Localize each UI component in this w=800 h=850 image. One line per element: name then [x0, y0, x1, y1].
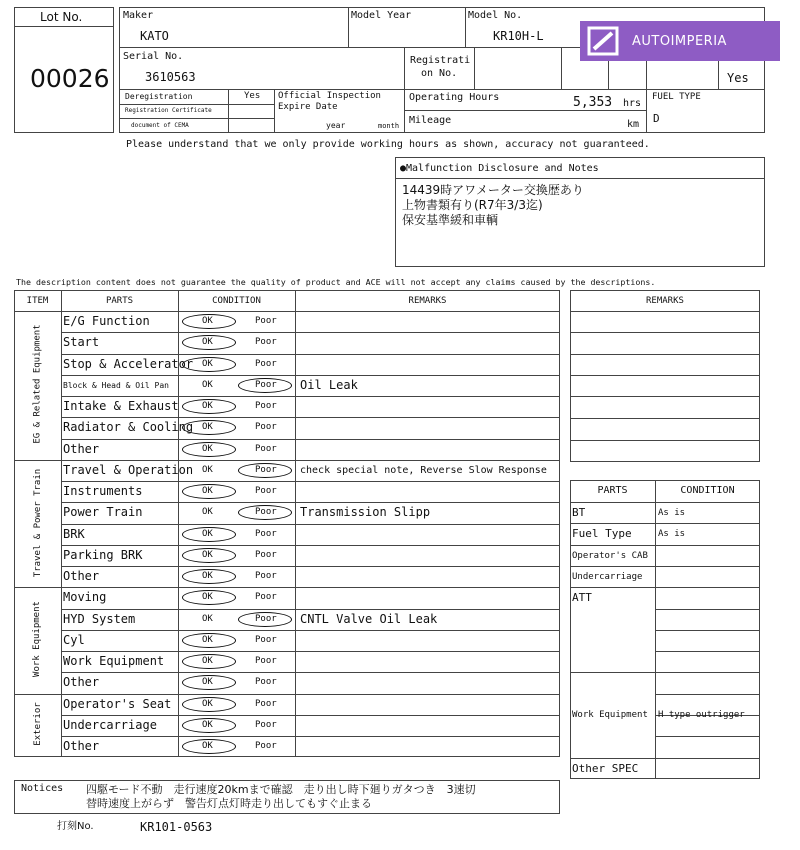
ok-label: OK	[202, 741, 213, 751]
poor-circle	[238, 463, 292, 478]
poor-label: Poor	[255, 634, 277, 645]
operating-hours-label: Operating Hours	[409, 92, 500, 103]
poor-label: Poor	[255, 443, 277, 454]
right-part-name: Undercarriage	[572, 571, 643, 582]
remark-text: check special note, Reverse Slow Response	[300, 464, 547, 476]
mileage-unit: km	[627, 119, 640, 130]
ok-circle	[182, 718, 236, 733]
registration-certificate-label: Registration Certificate	[125, 107, 212, 114]
poor-label: Poor	[255, 677, 277, 688]
ok-label: OK	[202, 358, 213, 369]
operating-hours-value: 5,353	[573, 95, 613, 110]
right-part-name: Operator's CAB	[572, 550, 648, 561]
model-no-value: KR10H-L	[493, 29, 544, 43]
ok-circle	[182, 527, 236, 542]
month-label: month	[378, 122, 400, 130]
group-label: Work Equipment	[32, 601, 43, 678]
ac-value: Yes	[727, 71, 749, 85]
fuel-type-label: FUEL TYPE	[652, 92, 701, 102]
stamp-label: 打刻No.	[57, 821, 94, 832]
remark-text: CNTL Valve Oil Leak	[300, 611, 438, 626]
header-parts: PARTS	[105, 296, 134, 306]
notices-label: Notices	[21, 783, 64, 794]
ok-label: OK	[202, 719, 213, 730]
right-part-name: Work Equipment	[572, 710, 648, 721]
ok-label: OK	[202, 656, 213, 666]
part-name: Radiator & Cooling	[63, 420, 194, 435]
model-year-label: Model Year	[351, 10, 412, 21]
part-name: Other	[63, 675, 100, 690]
ok-circle	[182, 654, 236, 669]
poor-circle	[238, 612, 292, 627]
part-name: Other	[63, 739, 100, 753]
part-name: Moving	[63, 590, 107, 605]
ok-label: OK	[202, 422, 213, 433]
group-label: Travel & Power Train	[32, 468, 43, 577]
ok-label: OK	[202, 443, 213, 454]
ok-circle	[182, 697, 236, 712]
ok-label: OK	[202, 401, 213, 411]
remark-text: Transmission Slipp	[300, 505, 431, 520]
poor-label: Poor	[255, 401, 277, 411]
ok-label: OK	[202, 592, 213, 603]
malfunction-line: 14439時アワメーター交換歴あり	[402, 183, 584, 197]
header-remarks: REMARKS	[408, 296, 447, 306]
autoimperia-logo	[580, 21, 780, 61]
poor-label: Poor	[255, 316, 277, 326]
right-part-condition: As is	[658, 508, 686, 518]
part-name: Intake & Exhaust	[63, 399, 179, 413]
right-part-name: Fuel Type	[572, 527, 632, 541]
poor-label: Poor	[255, 592, 277, 603]
part-name: Cyl	[63, 632, 85, 647]
malfunction-line: 保安基準緩和車輌	[402, 213, 499, 227]
notices-line-1: 四駆モード不動 走行速度20kmまで確認 走り出し時下廻りガタつき 3速切	[86, 783, 476, 796]
serial-value: 3610563	[145, 70, 196, 84]
malfunction-line: 上物書類有り(R7年3/3迄)	[402, 198, 543, 212]
mileage-label: Mileage	[409, 115, 452, 126]
ok-circle	[182, 633, 236, 648]
ok-label: OK	[202, 528, 213, 539]
poor-label: Poor	[255, 464, 277, 475]
logo-mark-icon	[586, 25, 622, 57]
ok-circle	[182, 357, 236, 372]
part-name: Undercarriage	[63, 717, 157, 732]
ok-circle	[182, 484, 236, 499]
ok-label: OK	[202, 549, 213, 560]
part-name: Other	[63, 569, 100, 583]
ok-label: OK	[202, 677, 213, 688]
part-name: Block & Head & Oil Pan	[63, 380, 169, 390]
ok-label: OK	[202, 613, 213, 624]
disclaimer: The description content does not guarantee the quality of product and ACE will not accept any claims caused by the descriptions.	[16, 277, 656, 287]
ok-label: OK	[202, 507, 213, 518]
poor-label: Poor	[255, 528, 277, 539]
ok-label: OK	[202, 464, 213, 475]
ok-circle	[182, 569, 236, 584]
poor-label: Poor	[255, 358, 277, 369]
part-name: HYD System	[63, 611, 136, 626]
right-remarks-box	[570, 290, 760, 462]
poor-label: Poor	[255, 571, 277, 581]
poor-label: Poor	[255, 337, 277, 348]
maker-label: Maker	[123, 10, 154, 21]
year-label: year	[326, 121, 346, 130]
header-item: ITEM	[26, 296, 49, 306]
poor-label: Poor	[255, 698, 277, 709]
part-name: BRK	[63, 526, 85, 541]
working-hours-notice: Please understand that we only provide working hours as shown, accuracy not guaranteed.	[126, 139, 650, 150]
poor-label: Poor	[255, 379, 277, 390]
inspection-label-2: Expire Date	[278, 102, 338, 112]
registration-label-2: on No.	[421, 68, 458, 79]
part-name: E/G Function	[63, 314, 150, 328]
part-name: Work Equipment	[63, 654, 165, 668]
right-part-condition: As is	[658, 529, 686, 540]
right-condition-header: CONDITION	[680, 485, 735, 496]
poor-label: Poor	[255, 422, 277, 433]
poor-label: Poor	[255, 549, 277, 560]
maker-value: KATO	[140, 29, 169, 43]
inspection-label-1: Official Inspection	[278, 91, 381, 101]
ok-label: OK	[202, 379, 213, 390]
ok-label: OK	[202, 337, 213, 348]
logo-text: AUTOIMPERIA	[632, 33, 727, 49]
poor-label: Poor	[255, 719, 277, 730]
ok-circle	[182, 314, 236, 329]
serial-label: Serial No.	[123, 51, 184, 62]
stamp-value: KR101-0563	[140, 820, 213, 834]
poor-label: Poor	[255, 741, 277, 751]
ok-label: OK	[202, 571, 213, 581]
registration-label-1: Registrati	[410, 55, 471, 66]
group-label: Exterior	[32, 702, 43, 747]
ok-label: OK	[202, 698, 213, 709]
ok-label: OK	[202, 316, 213, 326]
right-parts-header: PARTS	[597, 485, 628, 496]
lot-label: Lot No.	[40, 10, 83, 24]
part-name: Parking BRK	[63, 547, 143, 562]
part-name: Travel & Operation	[63, 462, 194, 477]
poor-label: Poor	[255, 613, 277, 624]
ok-circle	[182, 548, 236, 563]
remark-text: Oil Leak	[300, 377, 358, 392]
model-no-label: Model No.	[468, 10, 523, 21]
poor-circle	[238, 378, 292, 393]
ok-circle	[182, 399, 236, 414]
right-part-name: BT	[572, 506, 586, 519]
ok-label: OK	[202, 486, 213, 496]
ok-circle	[182, 442, 236, 457]
group-label: EG & Related Equipment	[32, 324, 43, 444]
part-name: Instruments	[63, 484, 143, 498]
right-remarks-header: REMARKS	[646, 296, 684, 306]
ok-circle	[182, 739, 236, 754]
part-name: Stop & Accelerator	[63, 356, 194, 371]
right-part-condition: H type outrigger	[658, 710, 745, 721]
right-part-name: Other SPEC	[572, 761, 639, 775]
deregistration-label: Deregistration	[125, 92, 193, 101]
part-name: Power Train	[63, 505, 143, 520]
lot-number: 00026	[30, 64, 110, 93]
ok-label: OK	[202, 634, 213, 645]
malfunction-title: ●Malfunction Disclosure and Notes	[400, 163, 599, 174]
part-name: Other	[63, 441, 100, 456]
right-part-name: ATT	[572, 591, 592, 605]
hours-unit: hrs	[623, 98, 642, 109]
poor-label: Poor	[255, 486, 277, 496]
deregistration-value: Yes	[244, 91, 261, 101]
cema-label: document of CEMA	[131, 122, 189, 129]
part-name: Operator's Seat	[63, 696, 172, 711]
header-condition: CONDITION	[212, 296, 261, 306]
notices-line-2: 替時速度上がらず 警告灯点灯時走り出してもすぐ止まる	[86, 797, 372, 810]
poor-label: Poor	[255, 507, 277, 518]
fuel-type-value: D	[653, 112, 660, 125]
part-name: Start	[63, 335, 100, 350]
poor-label: Poor	[255, 656, 277, 666]
